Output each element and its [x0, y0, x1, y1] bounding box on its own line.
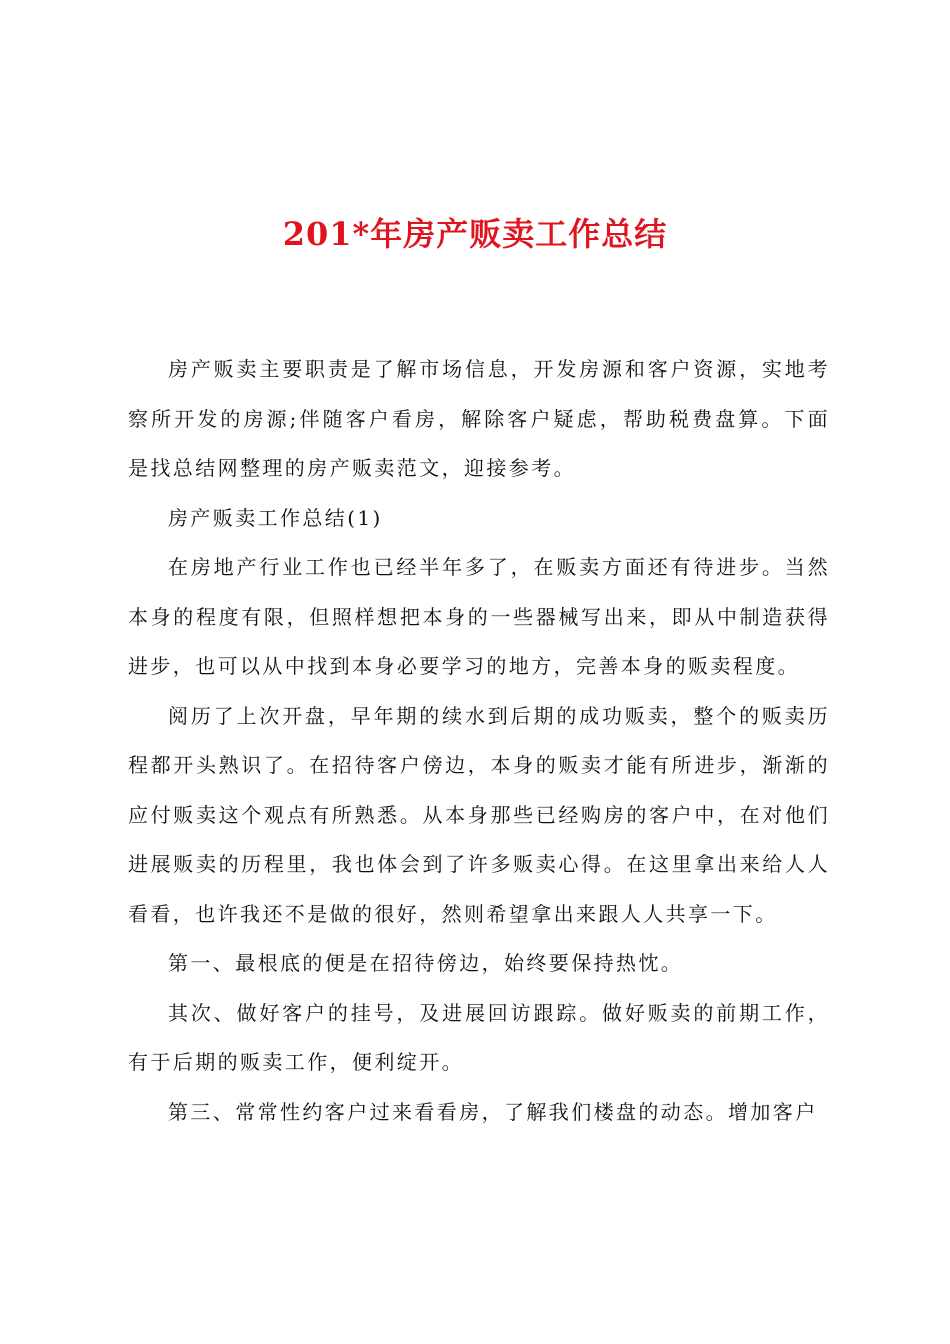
paragraph: 阅历了上次开盘，早年期的续水到后期的成功贩卖，整个的贩卖历程都开头熟识了。在招待客户傍边，本身的贩卖才能有所进步，渐渐的应付贩卖这个观点有所熟悉。从本身那些已经购房的客户中，在对他们进展贩卖的历程里，我也体会到了许多贩卖心得。在这里拿出来给人人看看，也许我还不是做的很好，然则希望拿出来跟人人共享一下。	[128, 703, 830, 926]
paragraph: 在房地产行业工作也已经半年多了，在贩卖方面还有待进步。当然本身的程度有限，但照样想把本身的一些器械写出来，即从中制造获得进步，也可以从中找到本身必要学习的地方，完善本身的贩卖程度。	[128, 555, 830, 678]
document-body	[128, 345, 830, 1137]
paragraph: 其次、做好客户的挂号，及进展回访跟踪。做好贩卖的前期工作，有于后期的贩卖工作，便利绽开。	[128, 1000, 830, 1074]
paragraph-intro: 房产贩卖主要职责是了解市场信息，开发房源和客户资源，实地考察所开发的房源;伴随客户看房，解除客户疑虑，帮助税费盘算。下面是找总结网整理的房产贩卖范文，迎接参考。	[128, 357, 830, 480]
paragraph: 第三、常常性约客户过来看看房，了解我们楼盘的动态。增加客户	[168, 1099, 818, 1124]
document-title: 201*年房产贩卖工作总结	[282, 215, 668, 253]
paragraph: 第一、最根底的便是在招待傍边，始终要保持热忱。	[168, 951, 684, 975]
section-heading: 房产贩卖工作总结(1)	[168, 505, 383, 530]
